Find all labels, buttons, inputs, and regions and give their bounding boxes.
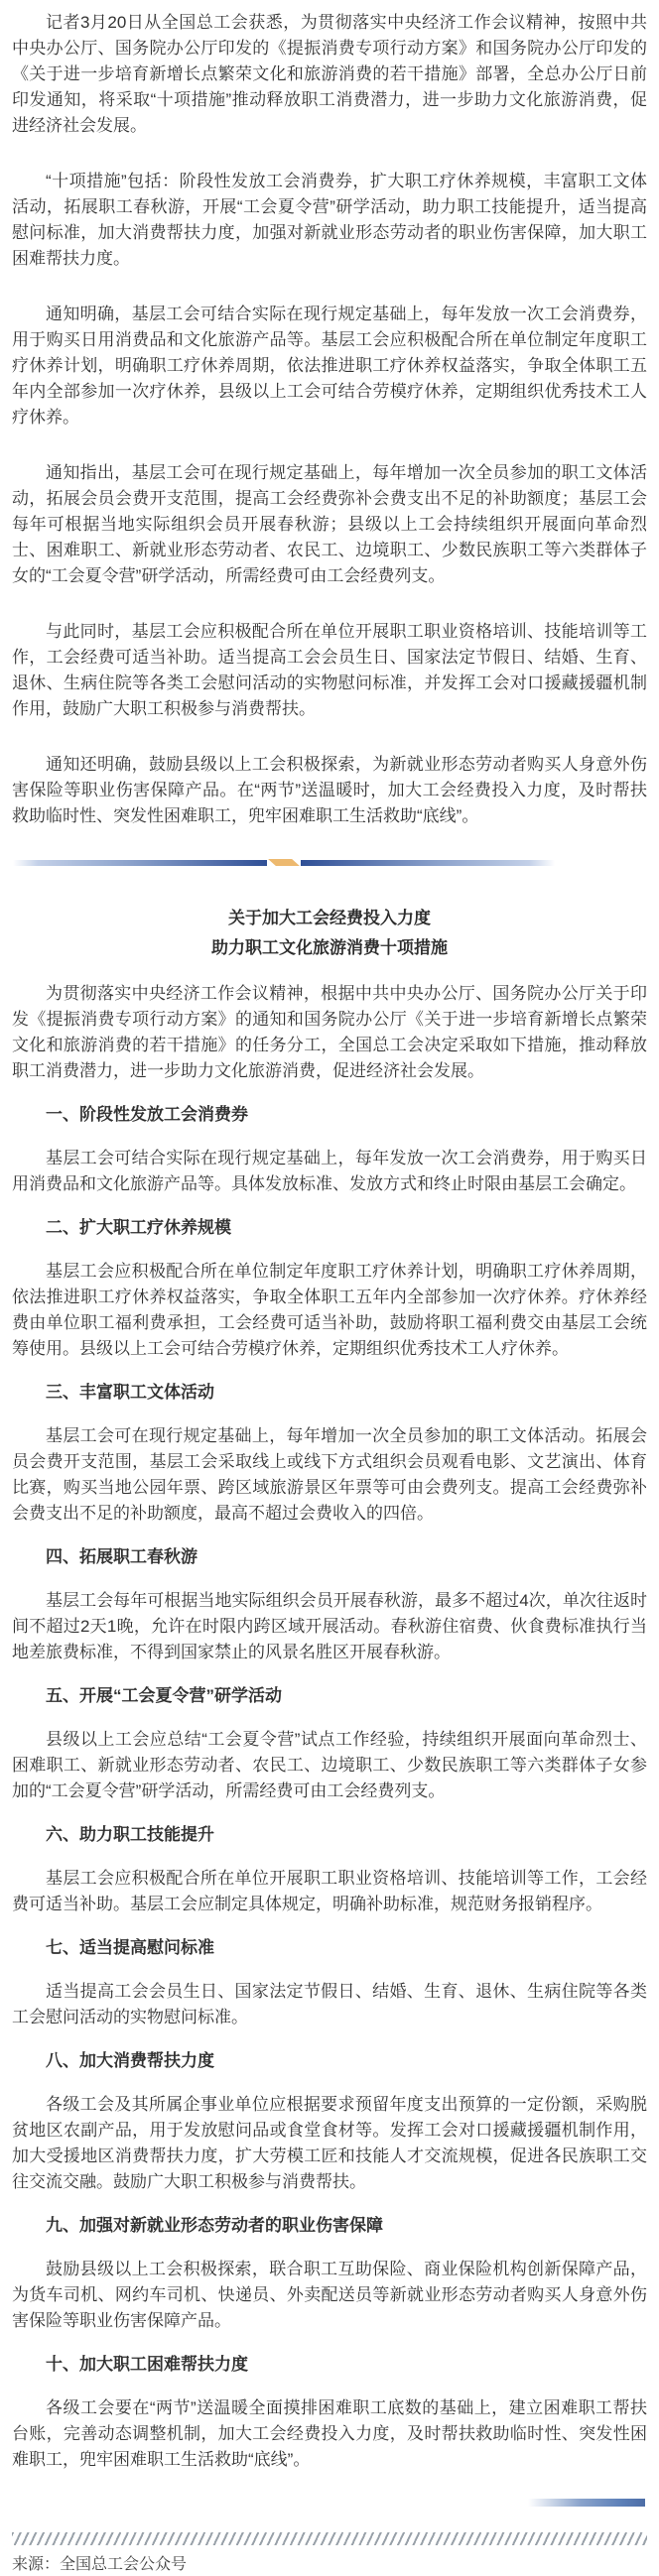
- divider-right-gradient: [301, 860, 555, 866]
- measure-body: 基层工会可在现行规定基础上，每年增加一次全员参加的职工文体活动。拓展会员会费开支范围，基层工会采取线上或线下方式组织会员观看电影、文艺演出、体育比赛，购买当地公园年票、跨区域旅游景区年票等可由会费列支。提高工会经费弥补会费支出不足的补助额度，最高不超过会费收入的四倍。: [12, 1426, 647, 1523]
- hatched-stripe-divider: [12, 2532, 647, 2545]
- measure-section: [12, 1215, 647, 1362]
- intro-paragraph: 通知还明确，鼓励县级以上工会积极探索，为新就业形态劳动者购买人身意外伤害保险等职业伤害保障产品。在“两节”送温暖时，加大工会经费投入力度，及时帮扶救助临时性、突发性困难职工，兜牢困难职工生活救助“底线”。: [12, 755, 647, 825]
- intro-paragraph: 记者3月20日从全国总工会获悉，为贯彻落实中央经济工作会议精神，按照中共中央办公厅、国务院办公厅印发的《提振消费专项行动方案》和国务院办公厅印发的《关于进一步培育新增长点繁荣文化和旅游消费的若干措施》部署，全总办公厅日前印发通知，将采取“十项措施”推动释放职工消费潜力，进一步助力文化旅游消费，促进经济社会发展。: [12, 13, 647, 135]
- measure-body: 基层工会每年可根据当地实际组织会员开展春秋游，最多不超过4次，单次往返时间不超过2天1晚，允许在时限内跨区域开展活动。春秋游住宿费、伙食费标准执行当地差旅费标准，不得到国家禁止的风景名胜区开展春秋游。: [12, 1591, 647, 1661]
- measure-section: [12, 1102, 647, 1197]
- intro-paragraph: 与此同时，基层工会应积极配合所在单位开展职工职业资格培训、技能培训等工作，工会经费可适当补助。适当提高工会会员生日、国家法定节假日、结婚、生育、退休、生病住院等各类工会慰问活动的实物慰问标准，并发挥工会对口援藏援疆机制作用，鼓励广大职工积极参与消费帮扶。: [12, 622, 647, 718]
- measure-section: [12, 1683, 647, 1804]
- footer-blue-gradient-bar: [528, 2499, 645, 2507]
- intro-paragraphs: [12, 10, 647, 829]
- measure-heading: 一、阶段性发放工会消费券: [46, 1105, 248, 1124]
- measure-heading: 三、丰富职工文体活动: [46, 1383, 214, 1402]
- measure-body: 各级工会及其所属企事业单位应根据要求预留年度支出预算的一定份额，采购脱贫地区农副产品，用于发放慰问品或食堂食材等。发挥工会对口援藏援疆机制作用，加大受援地区消费帮扶力度，扩大劳模工匠和技能人才交流规模，促进各民族职工交往交流交融。鼓励广大职工积极参与消费帮扶。: [12, 2095, 647, 2191]
- measure-section: [12, 1380, 647, 1527]
- measure-heading: 五、开展“工会夏令营”研学活动: [46, 1686, 282, 1705]
- measure-heading: 四、拓展职工春秋游: [46, 1547, 198, 1566]
- divider-orange-accent: [268, 859, 300, 866]
- intro-paragraph: 通知明确，基层工会可结合实际在现行规定基础上，每年发放一次工会消费券，用于购买日用消费品和文化旅游产品等。基层工会应积极配合所在单位制定年度职工疗休养计划，明确职工疗休养周期，依法推进职工疗休养权益落实，争取全体职工五年内全部参加一次疗休养，县级以上工会可结合劳模疗休养，定期组织优秀技术工人疗休养。: [12, 305, 647, 427]
- measure-body: 基层工会应积极配合所在单位开展职工职业资格培训、技能培训等工作，工会经费可适当补助。基层工会应制定具体规定，明确补助标准，规范财务报销程序。: [12, 1869, 647, 1913]
- document-title-line1: 关于加大工会经费投入力度: [228, 909, 431, 927]
- intro-paragraph: 通知指出，基层工会可在现行规定基础上，每年增加一次全员参加的职工文体活动，拓展会员会费开支范围，提高工会经费弥补会费支出不足的补助额度；基层工会每年可根据当地实际组织会员开展春秋游；县级以上工会持续组织开展面向革命烈士、困难职工、新就业形态劳动者、农民工、边境职工、少数民族职工等六类群体子女的“工会夏令营”研学活动，所需经费可由工会经费列支。: [12, 463, 647, 585]
- document-title: [12, 904, 647, 963]
- measure-heading: 七、适当提高慰问标准: [46, 1938, 214, 1957]
- document-title-line2: 助力职工文化旅游消费十项措施: [211, 938, 448, 957]
- measure-body: 鼓励县级以上工会积极探索，联合职工互助保险、商业保险机构创新保障产品，为货车司机、网约车司机、快递员、外卖配送员等新就业形态劳动者购买人身意外伤害保险等职业伤害保障产品。: [12, 2260, 647, 2330]
- measure-heading: 十、加大职工困难帮扶力度: [46, 2355, 248, 2374]
- measure-body: 县级以上工会应总结“工会夏令营”试点工作经验，持续组织开展面向革命烈士、困难职工、新就业形态劳动者、农民工、边境职工、少数民族职工等六类群体子女参加的“工会夏令营”研学活动，所需经费可由工会经费列支。: [12, 1730, 647, 1800]
- measure-heading: 六、助力职工技能提升: [46, 1825, 214, 1844]
- measure-section: [12, 1544, 647, 1665]
- measure-heading: 九、加强对新就业形态劳动者的职业伤害保障: [46, 2216, 383, 2235]
- measure-section: [12, 2048, 647, 2195]
- intro-paragraph: “十项措施”包括：阶段性发放工会消费券，扩大职工疗休养规模，丰富职工文体活动，拓展职工春秋游，开展“工会夏令营”研学活动，助力职工技能提升，适当提高慰问标准，加大消费帮扶力度，加强对新就业形态劳动者的职业伤害保障，加大职工困难帮扶力度。: [12, 172, 647, 268]
- measure-heading: 八、加大消费帮扶力度: [46, 2051, 214, 2070]
- measure-body: 基层工会可结合实际在现行规定基础上，每年发放一次工会消费券，用于购买日用消费品和文化旅游产品等。具体发放标准、发放方式和终止时限由基层工会确定。: [12, 1149, 647, 1193]
- source-attribution: 来源：全国总工会公众号: [12, 2556, 188, 2573]
- ribbon-divider: [13, 859, 555, 866]
- measures-list: [12, 1102, 647, 2473]
- measure-heading: 二、扩大职工疗休养规模: [46, 1218, 231, 1237]
- document-intro-paragraph: 为贯彻落实中央经济工作会议精神，根据中共中央办公厅、国务院办公厅关于印发《提振消费专项行动方案》的通知和国务院办公厅《关于进一步培育新增长点繁荣文化和旅游消费的若干措施》的任务分工，全国总工会决定采取如下措施，推动释放职工消费潜力，进一步助力文化旅游消费，促进经济社会发展。: [12, 984, 647, 1080]
- measure-body: 基层工会应积极配合所在单位制定年度职工疗休养计划，明确职工疗休养周期，依法推进职工疗休养权益落实，争取全体职工五年内全部参加一次疗休养。疗休养经费由单位职工福利费承担，工会经费可适当补助，鼓励将职工福利费交由基层工会统筹使用。县级以上工会可结合劳模疗休养，定期组织优秀技术工人疗休养。: [12, 1262, 647, 1358]
- measure-section: [12, 1935, 647, 2030]
- measure-body: 各级工会要在“两节”送温暖全面摸排困难职工底数的基础上，建立困难职工帮扶台账，完善动态调整机制，加大工会经费投入力度，及时帮扶救助临时性、突发性困难职工，兜牢困难职工生活救助“底线”。: [12, 2398, 647, 2469]
- measure-section: [12, 2213, 647, 2334]
- measure-section: [12, 1822, 647, 1917]
- divider-left-gradient: [13, 860, 267, 866]
- measure-section: [12, 2352, 647, 2473]
- measure-body: 适当提高工会会员生日、国家法定节假日、结婚、生育、退休、生病住院等各类工会慰问活动的实物慰问标准。: [12, 1982, 647, 2026]
